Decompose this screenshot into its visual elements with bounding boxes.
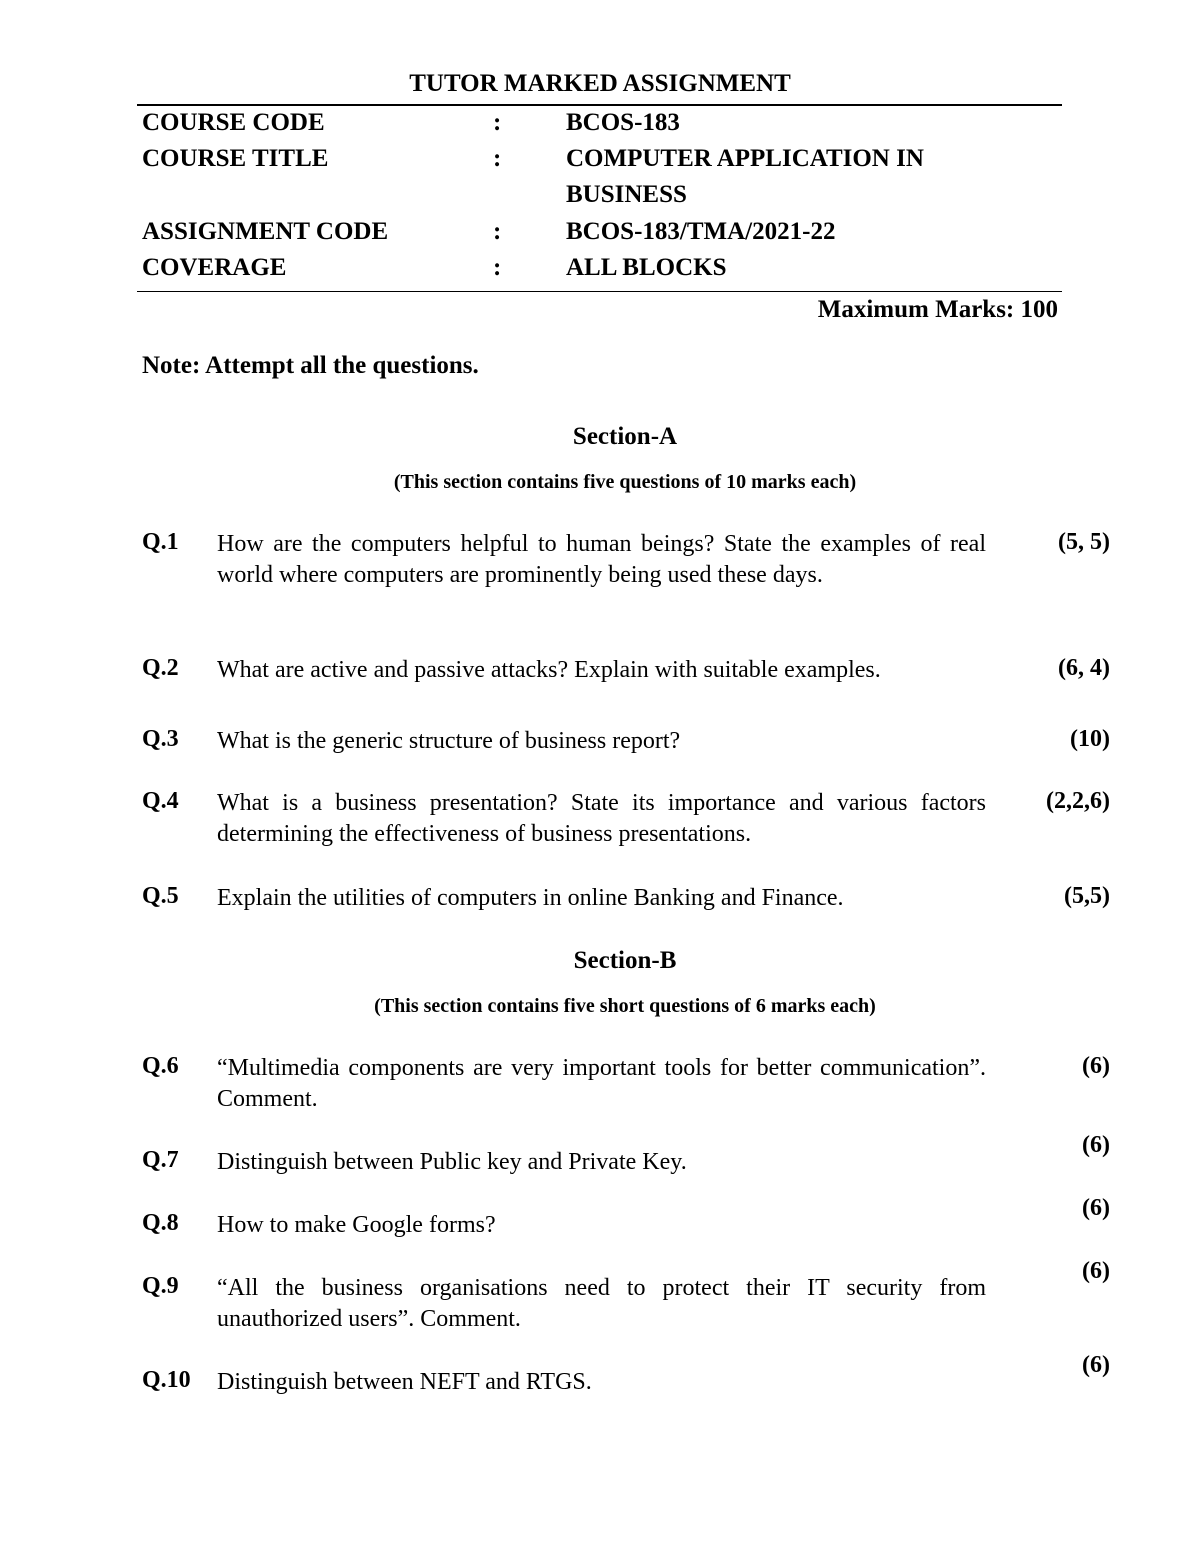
question-text: How to make Google forms?	[217, 1212, 496, 1238]
question-text: What is a business presentation? State its importance and various factors determining the effectiveness of business presentations.	[217, 790, 986, 847]
question-number: Q.3	[142, 726, 179, 752]
question-number: Q.8	[142, 1210, 179, 1236]
header-colon: :	[493, 109, 502, 136]
question-text: How are the computers helpful to human beings? State the examples of real world where computers are prominently being used these days.	[217, 531, 986, 588]
header-label: COURSE CODE	[142, 109, 325, 136]
header-bottom-rule	[137, 291, 1062, 292]
question-marks: (10)	[1070, 726, 1110, 752]
question-number: Q.9	[142, 1273, 179, 1299]
section-a-title: Section-A	[572, 423, 678, 450]
header-label: COVERAGE	[142, 254, 287, 281]
section-b-title: Section-B	[573, 947, 677, 974]
question-marks: (6, 4)	[1058, 655, 1110, 681]
header-row-course-code	[0, 109, 1200, 145]
question-text: Distinguish between Public key and Private Key.	[217, 1149, 687, 1175]
question-marks: (6)	[1082, 1195, 1110, 1221]
maximum-marks: Maximum Marks: 100	[817, 296, 1058, 323]
question-text: Distinguish between NEFT and RTGS.	[217, 1369, 592, 1395]
question-number: Q.6	[142, 1053, 179, 1079]
section-b-subtitle: (This section contains five short questions of 6 marks each)	[374, 995, 876, 1017]
question-marks: (6)	[1082, 1258, 1110, 1284]
document-title: TUTOR MARKED ASSIGNMENT	[409, 70, 791, 97]
header-top-rule	[137, 104, 1062, 106]
header-label: ASSIGNMENT CODE	[142, 218, 389, 245]
question-number: Q.2	[142, 655, 179, 681]
header-label: COURSE TITLE	[142, 145, 329, 172]
question-number: Q.4	[142, 788, 179, 814]
question-number: Q.5	[142, 883, 179, 909]
header-colon: :	[493, 145, 502, 172]
question-text: Explain the utilities of computers in online Banking and Finance.	[217, 885, 844, 911]
question-text: “All the business organisations need to protect their IT security from unauthorized users”. Comment.	[217, 1275, 986, 1332]
header-value: ALL BLOCKS	[566, 254, 727, 281]
header-colon: :	[493, 254, 502, 281]
question-marks: (2,2,6)	[1046, 788, 1110, 814]
question-text: What is the generic structure of business report?	[217, 728, 681, 754]
header-row-course-title	[0, 145, 1200, 181]
header-row-coverage	[0, 254, 1200, 290]
question-marks: (6)	[1082, 1053, 1110, 1079]
question-text: What are active and passive attacks? Explain with suitable examples.	[217, 657, 881, 683]
instructions-note: Note: Attempt all the questions.	[142, 352, 479, 379]
header-row-course-title-cont	[0, 181, 1200, 217]
question-marks: (5, 5)	[1058, 529, 1110, 555]
section-a-subtitle: (This section contains five questions of 10 marks each)	[393, 471, 857, 493]
header-row-assignment-code	[0, 218, 1200, 254]
question-marks: (6)	[1082, 1352, 1110, 1378]
question-number: Q.10	[142, 1367, 191, 1393]
header-value: BCOS-183	[566, 109, 680, 136]
question-marks: (6)	[1082, 1132, 1110, 1158]
question-number: Q.1	[142, 529, 179, 555]
question-number: Q.7	[142, 1147, 179, 1173]
question-text: “Multimedia components are very important tools for better communication”. Comment.	[217, 1055, 986, 1112]
question-marks: (5,5)	[1064, 883, 1110, 909]
header-value: COMPUTER APPLICATION IN	[566, 145, 924, 172]
header-value: BUSINESS	[566, 181, 687, 208]
header-value: BCOS-183/TMA/2021-22	[566, 218, 836, 245]
header-colon: :	[493, 218, 502, 245]
